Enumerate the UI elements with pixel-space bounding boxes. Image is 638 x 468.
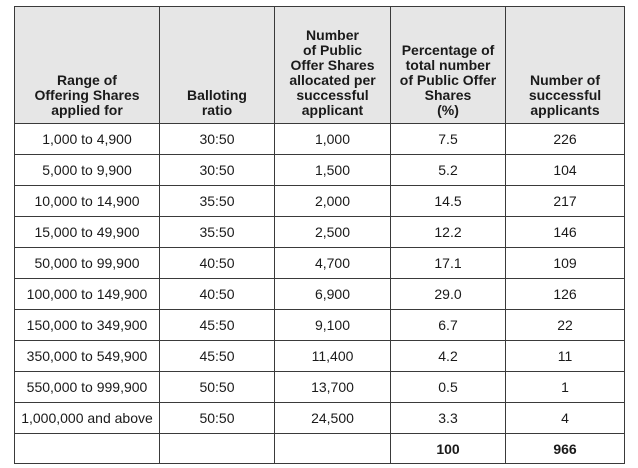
cell-ratio: 40:50 [160,279,275,310]
cell-ratio: 35:50 [160,217,275,248]
cell-applicants: 109 [506,248,625,279]
cell-percentage: 3.3 [391,403,506,434]
table-row [15,341,625,372]
total-cell-shares [275,434,391,464]
table-row [15,310,625,341]
cell-shares: 4,700 [275,248,391,279]
cell-ratio: 50:50 [160,403,275,434]
cell-ratio: 45:50 [160,341,275,372]
cell-range: 350,000 to 549,900 [15,341,160,372]
cell-shares: 24,500 [275,403,391,434]
cell-shares: 11,400 [275,341,391,372]
cell-percentage: 4.2 [391,341,506,372]
cell-shares: 9,100 [275,310,391,341]
header-range: Range of Offering Shares applied for [15,7,160,124]
header-balloting-ratio: Balloting ratio [160,7,275,124]
table-row [15,372,625,403]
total-row [15,434,625,464]
table-row [15,186,625,217]
cell-percentage: 6.7 [391,310,506,341]
cell-applicants: 226 [506,124,625,155]
cell-range: 100,000 to 149,900 [15,279,160,310]
total-cell-ratio [160,434,275,464]
cell-range: 1,000,000 and above [15,403,160,434]
cell-ratio: 30:50 [160,124,275,155]
cell-shares: 2,000 [275,186,391,217]
total-cell-range [15,434,160,464]
header-row [15,7,625,124]
header-percentage: Percentage of total number of Public Offer Shares (%) [391,7,506,124]
cell-range: 550,000 to 999,900 [15,372,160,403]
table-row [15,248,625,279]
total-percentage: 100 [391,434,506,464]
cell-applicants: 217 [506,186,625,217]
table-row [15,403,625,434]
cell-ratio: 35:50 [160,186,275,217]
cell-applicants: 4 [506,403,625,434]
total-applicants: 966 [506,434,625,464]
cell-applicants: 11 [506,341,625,372]
table-row [15,124,625,155]
cell-ratio: 45:50 [160,310,275,341]
cell-percentage: 7.5 [391,124,506,155]
cell-applicants: 22 [506,310,625,341]
cell-percentage: 14.5 [391,186,506,217]
cell-applicants: 1 [506,372,625,403]
cell-shares: 1,500 [275,155,391,186]
cell-range: 5,000 to 9,900 [15,155,160,186]
table-row [15,217,625,248]
cell-range: 15,000 to 49,900 [15,217,160,248]
cell-applicants: 146 [506,217,625,248]
cell-range: 150,000 to 349,900 [15,310,160,341]
allocation-table [14,6,625,464]
table-row [15,279,625,310]
header-shares-allocated: Number of Public Offer Shares allocated per successful applicant [275,7,391,124]
cell-ratio: 30:50 [160,155,275,186]
cell-range: 50,000 to 99,900 [15,248,160,279]
cell-shares: 2,500 [275,217,391,248]
cell-shares: 6,900 [275,279,391,310]
cell-range: 10,000 to 14,900 [15,186,160,217]
cell-percentage: 17.1 [391,248,506,279]
cell-percentage: 5.2 [391,155,506,186]
cell-shares: 13,700 [275,372,391,403]
header-successful-applicants: Number of successful applicants [506,7,625,124]
cell-percentage: 0.5 [391,372,506,403]
cell-ratio: 40:50 [160,248,275,279]
cell-shares: 1,000 [275,124,391,155]
cell-range: 1,000 to 4,900 [15,124,160,155]
cell-percentage: 29.0 [391,279,506,310]
table-row [15,155,625,186]
cell-applicants: 126 [506,279,625,310]
cell-ratio: 50:50 [160,372,275,403]
cell-percentage: 12.2 [391,217,506,248]
cell-applicants: 104 [506,155,625,186]
